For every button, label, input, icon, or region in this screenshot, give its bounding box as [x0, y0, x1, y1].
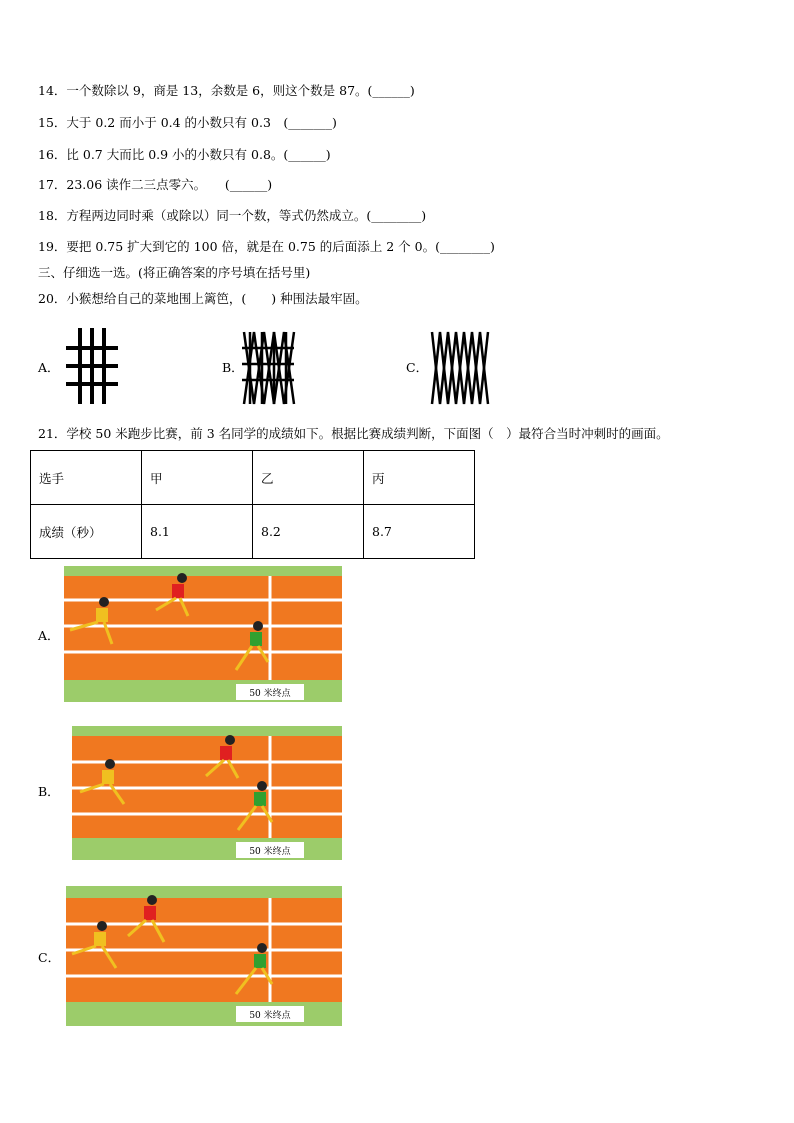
fence-diamond-image — [430, 330, 492, 406]
question-15: 15．大于 0.2 而小于 0.4 的小数只有 0.3 (_______) — [38, 115, 337, 130]
question-19: 19．要把 0.75 扩大到它的 100 倍，就是在 0.75 的后面添上 2 个 0。(________) — [38, 239, 495, 254]
question-20: 20．小猴想给自己的菜地围上篱笆，( ) 种围法最牢固。 — [38, 291, 368, 306]
table-header-row — [31, 451, 475, 505]
question-16: 16．比 0.7 大而比 0.9 小的小数只有 0.8。(______) — [38, 147, 331, 162]
table-header-cell: 选手 — [31, 451, 142, 505]
fence-mixed-image — [240, 330, 296, 406]
fence-option-a-label: A． — [38, 360, 60, 375]
question-21: 21．学校 50 米跑步比赛，前 3 名同学的成绩如下。根据比赛成绩判断，下面图（ ）最符合当时冲刺时的画面。 — [38, 426, 669, 441]
track-image-c — [66, 886, 342, 1026]
question-17: 17．23.06 读作二三点零六。 (______) — [38, 177, 273, 192]
section-3-heading: 三、仔细选一选。(将正确答案的序号填在括号里) — [38, 265, 311, 280]
track-option-b-label: B． — [38, 784, 60, 799]
table-row — [31, 505, 475, 559]
table-header-cell: 乙 — [253, 451, 364, 505]
track-image-b — [72, 726, 342, 860]
track-image-a — [64, 566, 342, 702]
table-cell: 8.2 — [253, 505, 364, 559]
track-option-a-label: A． — [38, 628, 60, 643]
finish-label: 50 米终点 — [249, 847, 291, 857]
track-option-c-label: C． — [38, 950, 61, 965]
finish-label: 50 米终点 — [249, 689, 291, 699]
table-header-cell: 甲 — [142, 451, 253, 505]
table-cell: 8.1 — [142, 505, 253, 559]
table-cell: 成绩（秒） — [31, 505, 142, 559]
table-cell: 8.7 — [364, 505, 475, 559]
question-18: 18．方程两边同时乘（或除以）同一个数，等式仍然成立。(________) — [38, 208, 427, 223]
fence-grid-image — [62, 326, 120, 406]
fence-option-b-label: B． — [222, 360, 244, 375]
question-14: 14．一个数除以 9，商是 13，余数是 6，则这个数是 87。(______) — [38, 83, 415, 98]
scores-table — [30, 450, 475, 559]
table-header-cell: 丙 — [364, 451, 475, 505]
fence-option-c-label: C． — [406, 360, 429, 375]
finish-label: 50 米终点 — [249, 1011, 291, 1021]
